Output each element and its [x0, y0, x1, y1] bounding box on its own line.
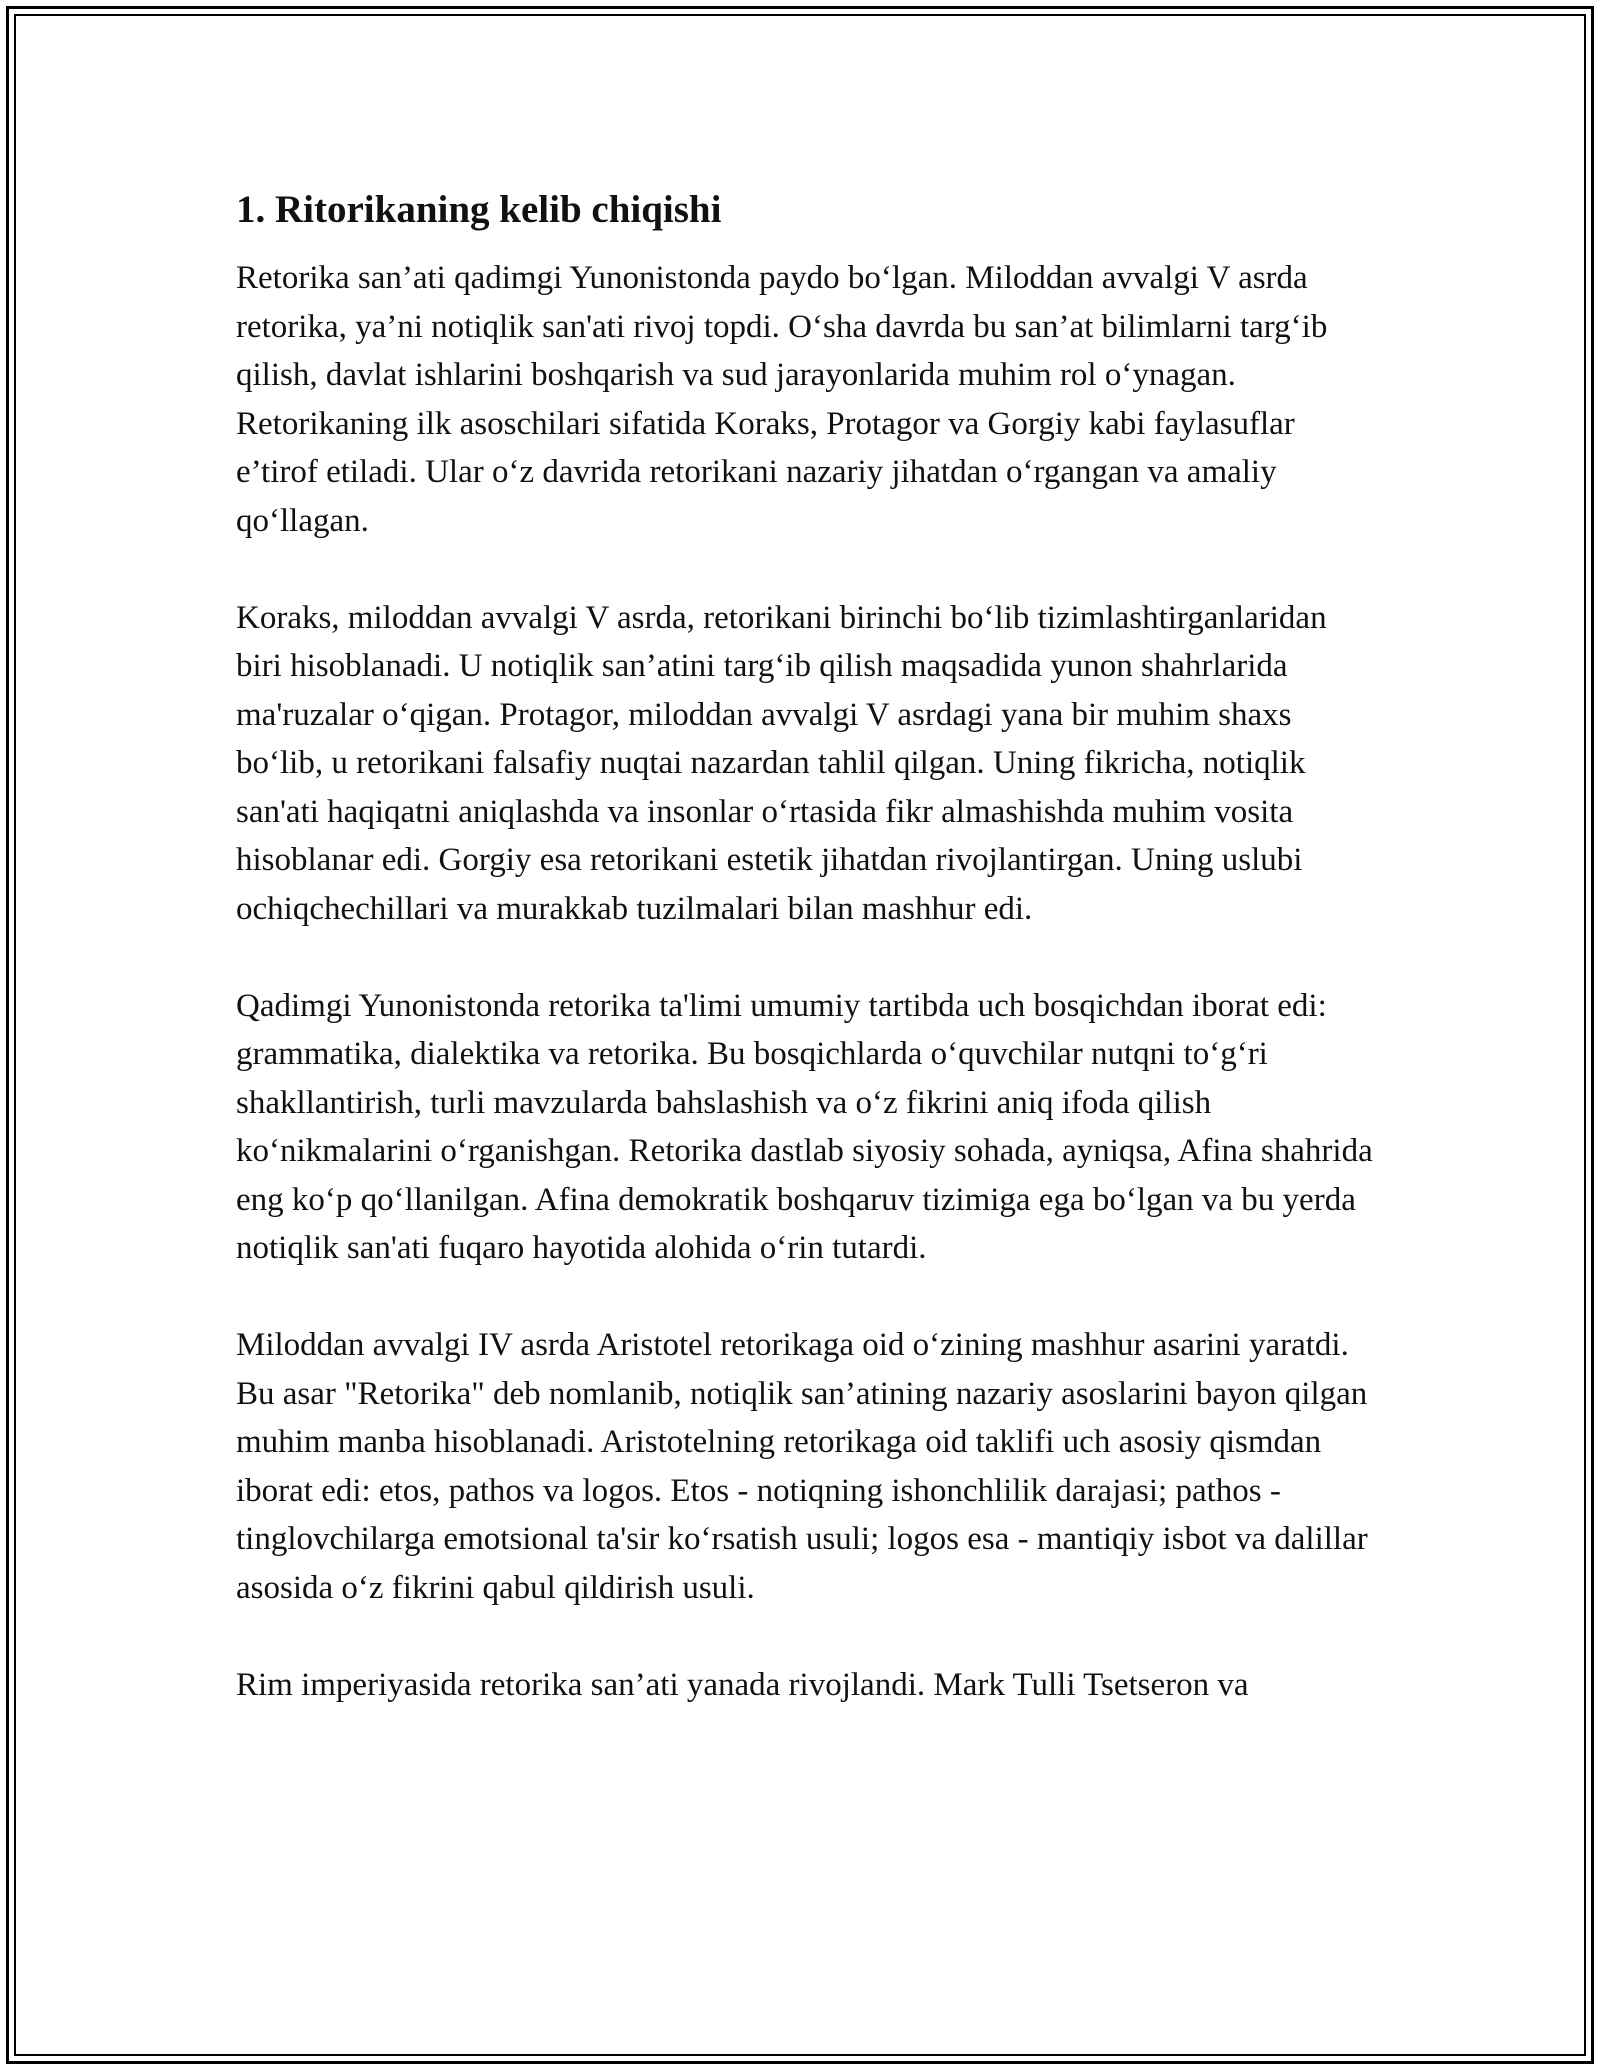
- section-heading: 1. Ritorikaning kelib chiqishi: [236, 188, 722, 231]
- paragraph-5: Rim imperiyasida retorika san’ati yanada rivojlandi. Mark Tulli Tsetseron va: [236, 1666, 1249, 1703]
- paragraph-3: Qadimgi Yunonistonda retorika ta'limi umumiy tartibda uch bosqichdan iborat edi: grammatika, dialektika va retorika. Bu bosqichlarda o‘quvchilar nutqni to‘g‘ri shakllantirish, turli mavzularda bahslashish va o‘z fikrini aniq ifoda qilish ko‘nikmalarini o‘rganishgan. Retorika dastlab siyosiy sohada, ayniqsa, Afina shahrida eng ko‘p qo‘llanilgan. Afina demokratik boshqaruv tizimiga ega bo‘lgan va bu yerda notiqlik san'ati fuqaro hayotida alohida o‘rin tutardi.: [236, 987, 1373, 1266]
- paragraph-4: Miloddan avvalgi IV asrda Aristotel retorikaga oid o‘zining mashhur asarini yaratdi. Bu asar "Retorika" deb nomlanib, notiqlik san’atining nazariy asoslarini bayon qilgan muhim manba hisoblanadi. Aristotelning retorikaga oid taklifi uch asosiy qismdan iborat edi: etos, pathos va logos. Etos - notiqning ishonchlilik darajasi; pathos - tinglovchilarga emotsional ta'sir ko‘rsatish usuli; logos esa - mantiqiy isbot va dalillar asosida o‘z fikrini qabul qildirish usuli.: [236, 1327, 1368, 1606]
- paragraph-2: Koraks, miloddan avvalgi V asrda, retorikani birinchi bo‘lib tizimlashtirganlaridan biri hisoblanadi. U notiqlik san’atini targ‘ib qilish maqsadida yunon shahrlarida ma'ruzalar o‘qigan. Protagor, miloddan avvalgi V asrdagi yana bir muhim shaxs bo‘lib, u retorikani falsafiy nuqtai nazardan tahlil qilgan. Uning fikricha, notiqlik san'ati haqiqatni aniqlashda va insonlar o‘rtasida fikr almashishda muhim vosita hisoblanar edi. Gorgiy esa retorikani estetik jihatdan rivojlantirgan. Uning uslubi ochiqchechillari va murakkab tuzilmalari bilan mashhur edi.: [236, 599, 1327, 927]
- paragraph-1: Retorika san’ati qadimgi Yunonistonda paydo bo‘lgan. Miloddan avvalgi V asrda retorika, ya’ni notiqlik san'ati rivoj topdi. O‘sha davrda bu san’at bilimlarni targ‘ib qilish, davlat ishlarini boshqarish va sud jarayonlarida muhim rol o‘ynagan. Retorikaning ilk asoschilari sifatida Koraks, Protagor va Gorgiy kabi faylasuflar e’tirof etiladi. Ular o‘z davrida retorikani nazariy jihatdan o‘rgangan va amaliy qo‘llagan.: [236, 260, 1328, 539]
- document-body: [236, 186, 1376, 1758]
